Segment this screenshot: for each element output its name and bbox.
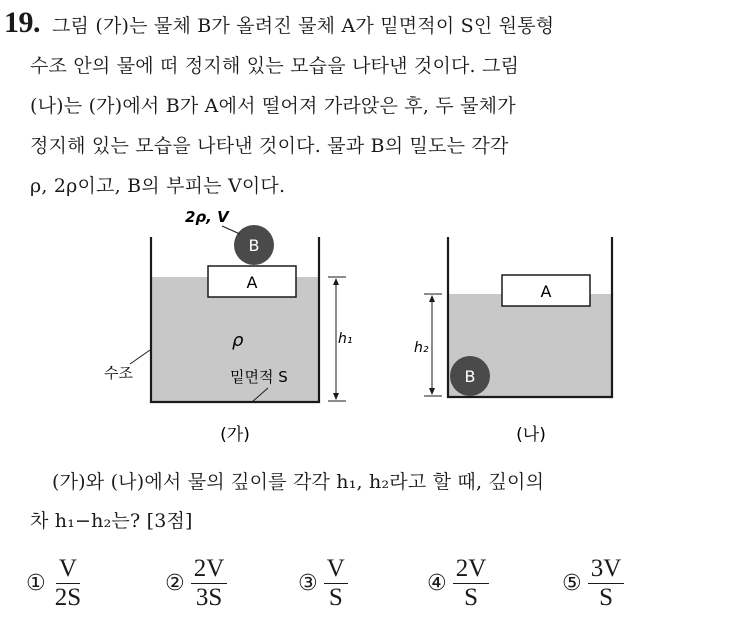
b-leader-line: [222, 226, 240, 234]
block-a-label-na: A: [540, 282, 552, 301]
question-line-1: 그림 (가)는 물체 B가 올려진 물체 A가 밑면적이 S인 원통형: [52, 15, 555, 37]
caption-ga: (가): [220, 425, 250, 445]
choice-4[interactable]: [427, 548, 489, 618]
h1-label: h₁: [338, 331, 353, 347]
choice-denominator: S: [599, 583, 613, 611]
choice-numerator: 2V: [453, 555, 490, 584]
choice-numerator: 2V: [191, 555, 228, 584]
h1-arrowhead-top: [333, 278, 339, 285]
choice-number: ①: [26, 570, 46, 596]
tank-leader-line: [130, 350, 150, 364]
choice-denominator: S: [328, 583, 343, 611]
choice-1[interactable]: [26, 548, 84, 618]
h2-arrowhead-bottom: [429, 388, 435, 395]
tank-label: 수조: [104, 364, 133, 382]
choice-denominator: S: [464, 583, 478, 611]
question-line-5: ρ, 2ρ이고, B의 부피는 V이다.: [30, 175, 286, 197]
choice-denominator: 3S: [195, 583, 223, 611]
ball-b-label-na: B: [464, 367, 476, 386]
h1-arrowhead-bottom: [333, 393, 339, 400]
choice-number: ④: [427, 570, 447, 596]
choice-numerator: V: [324, 555, 348, 584]
question-line-2: 수조 안의 물에 떠 정지해 있는 모습을 나타낸 것이다. 그림: [30, 55, 520, 77]
choice-number: ②: [165, 570, 185, 596]
choice-numerator: V: [56, 555, 80, 584]
density-label: ρ: [232, 330, 244, 351]
question-number: 19.: [4, 6, 40, 39]
choice-2[interactable]: [165, 548, 227, 618]
area-label: 밑면적 S: [230, 368, 288, 386]
ball-b-label-ga: B: [248, 236, 260, 255]
choice-5[interactable]: [562, 548, 624, 618]
caption-na: (나): [516, 425, 546, 445]
question-line-4: 정지해 있는 모습을 나타낸 것이다. 물과 B의 밀도는 각각: [30, 135, 509, 157]
choice-3[interactable]: [298, 548, 348, 618]
block-a-label-ga: A: [246, 273, 258, 292]
question-line-3: (나)는 (가)에서 B가 A에서 떨어져 가라앉은 후, 두 물체가: [30, 95, 516, 117]
prompt-line-1: (가)와 (나)에서 물의 깊이를 각각 h₁, h₂라고 할 때, 깊이의: [52, 471, 545, 493]
prompt-line-2: 차 h₁−h₂는? [3점]: [30, 510, 193, 532]
h2-arrowhead-top: [429, 295, 435, 302]
choice-number: ⑤: [562, 570, 582, 596]
b-property-label: 2ρ, V: [185, 208, 229, 226]
choice-number: ③: [298, 570, 318, 596]
h2-label: h₂: [414, 340, 429, 356]
choice-denominator: 2S: [54, 583, 82, 611]
choice-numerator: 3V: [588, 555, 625, 584]
